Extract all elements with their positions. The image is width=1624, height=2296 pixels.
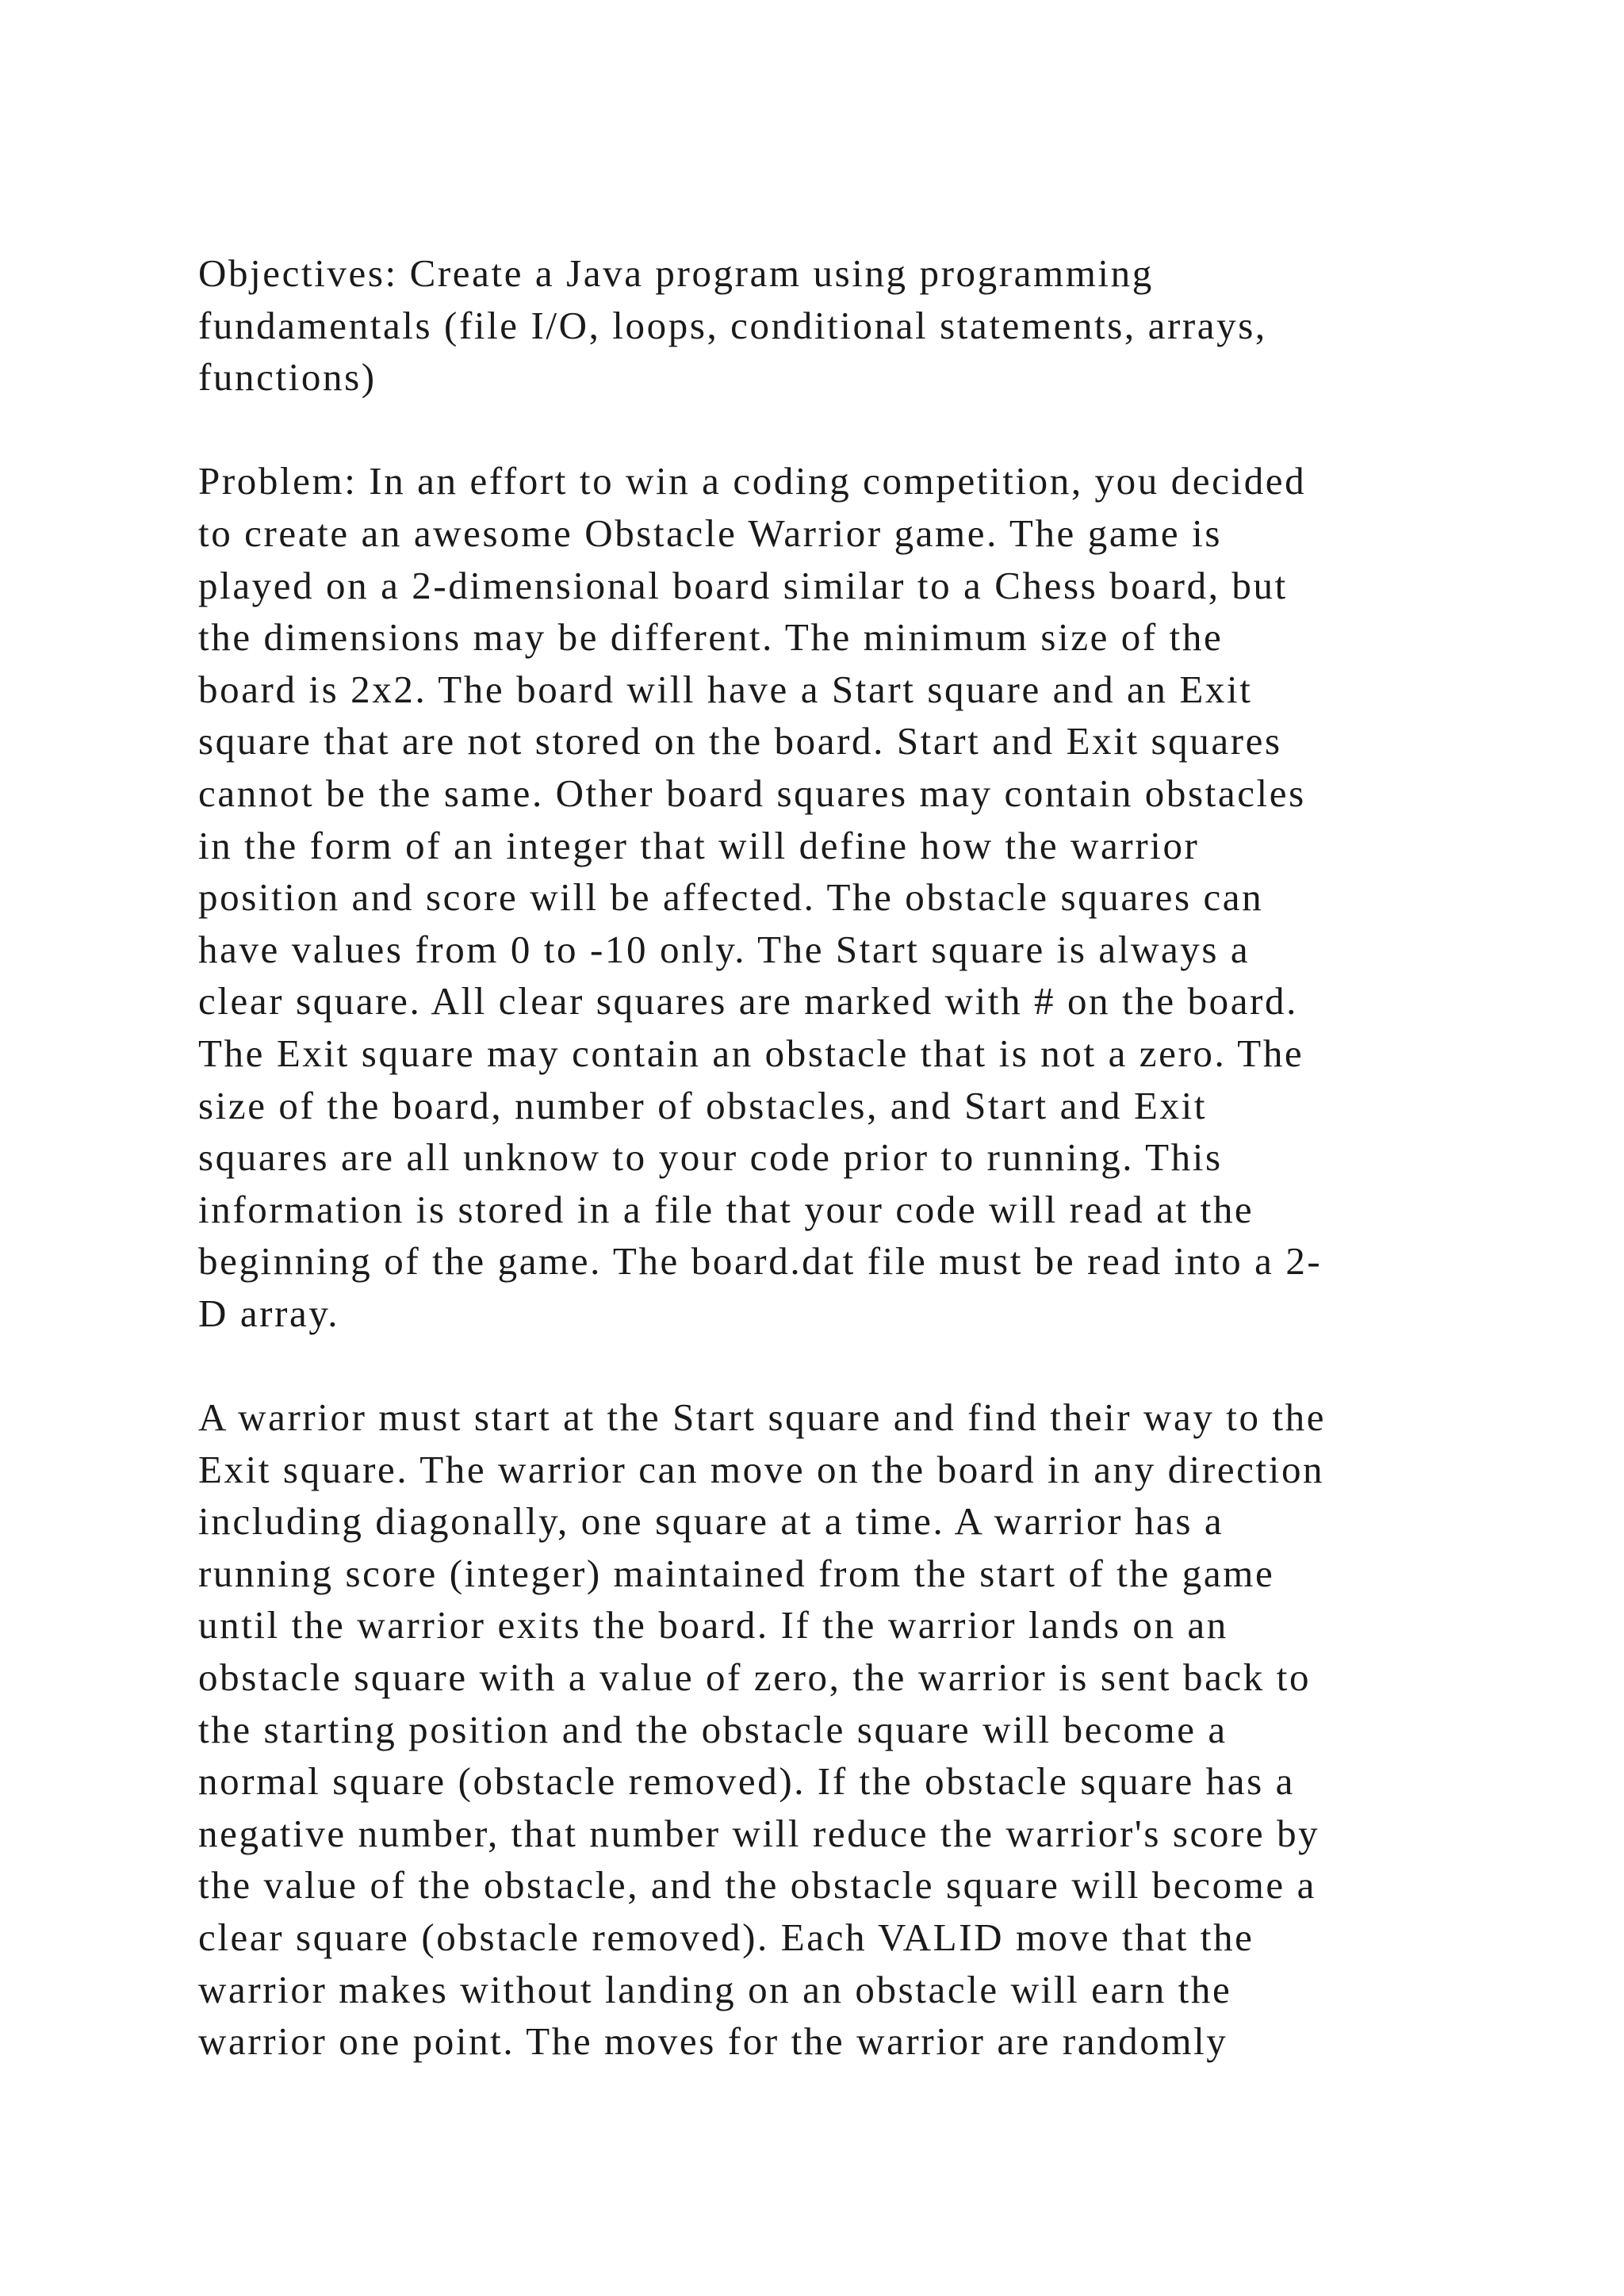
document-body: [198, 247, 1451, 2119]
text-line: in the form of an integer that will define how the warrior: [198, 823, 1200, 867]
text-line: to create an awesome Obstacle Warrior game. The game is: [198, 511, 1222, 555]
text-line: have values from 0 to -10 only. The Start square is always a: [198, 927, 1251, 971]
text-line: beginning of the game. The board.dat file must be read into a 2-: [198, 1239, 1323, 1284]
text-line: Objectives: Create a Java program using programming: [198, 251, 1154, 295]
text-line: D array.: [198, 1291, 340, 1335]
text-line: square that are not stored on the board. Start and Exit squares: [198, 719, 1282, 763]
text-line: negative number, that number will reduce the warrior's score by: [198, 1811, 1320, 1855]
text-line: clear square. All clear squares are marked with # on the board.: [198, 979, 1298, 1024]
text-line: cannot be the same. Other board squares may contain obstacles: [198, 771, 1306, 815]
text-line: squares are all unknow to your code prior to running. This: [198, 1135, 1223, 1180]
paragraph-warrior-rules: [198, 1391, 1451, 2068]
text-line: board is 2x2. The board will have a Start square and an Exit: [198, 667, 1253, 711]
paragraph-objectives: [198, 247, 1451, 404]
text-line: information is stored in a file that your code will read at the: [198, 1187, 1254, 1231]
text-line: the starting position and the obstacle square will become a: [198, 1707, 1228, 1751]
text-line: the value of the obstacle, and the obstacle square will become a: [198, 1863, 1316, 1908]
text-line: played on a 2-dimensional board similar to a Chess board, but: [198, 563, 1288, 607]
text-line: The Exit square may contain an obstacle that is not a zero. The: [198, 1031, 1304, 1075]
text-line: warrior makes without landing on an obstacle will earn the: [198, 1967, 1232, 2011]
text-line: warrior one point. The moves for the warrior are randomly: [198, 2019, 1228, 2064]
paragraph-problem: [198, 455, 1451, 1339]
text-line: obstacle square with a value of zero, the warrior is sent back to: [198, 1655, 1312, 1700]
text-line: size of the board, number of obstacles, and Start and Exit: [198, 1083, 1208, 1127]
text-line: fundamentals (file I/O, loops, conditional statements, arrays,: [198, 303, 1267, 347]
text-line: including diagonally, one square at a time. A warrior has a: [198, 1499, 1224, 1544]
text-line: functions): [198, 355, 377, 400]
text-line: the dimensions may be different. The minimum size of the: [198, 615, 1224, 660]
text-line: position and score will be affected. The obstacle squares can: [198, 875, 1264, 920]
text-line: Problem: In an effort to win a coding competition, you decided: [198, 459, 1307, 503]
text-line: A warrior must start at the Start square and find their way to the: [198, 1395, 1327, 1440]
text-line: Exit square. The warrior can move on the board in any direction: [198, 1447, 1325, 1491]
text-line: until the warrior exits the board. If the warrior lands on an: [198, 1603, 1228, 1647]
text-line: normal square (obstacle removed). If the obstacle square has a: [198, 1759, 1295, 1804]
text-line: clear square (obstacle removed). Each VALID move that the: [198, 1915, 1254, 1959]
text-line: running score (integer) maintained from the start of the game: [198, 1551, 1275, 1595]
